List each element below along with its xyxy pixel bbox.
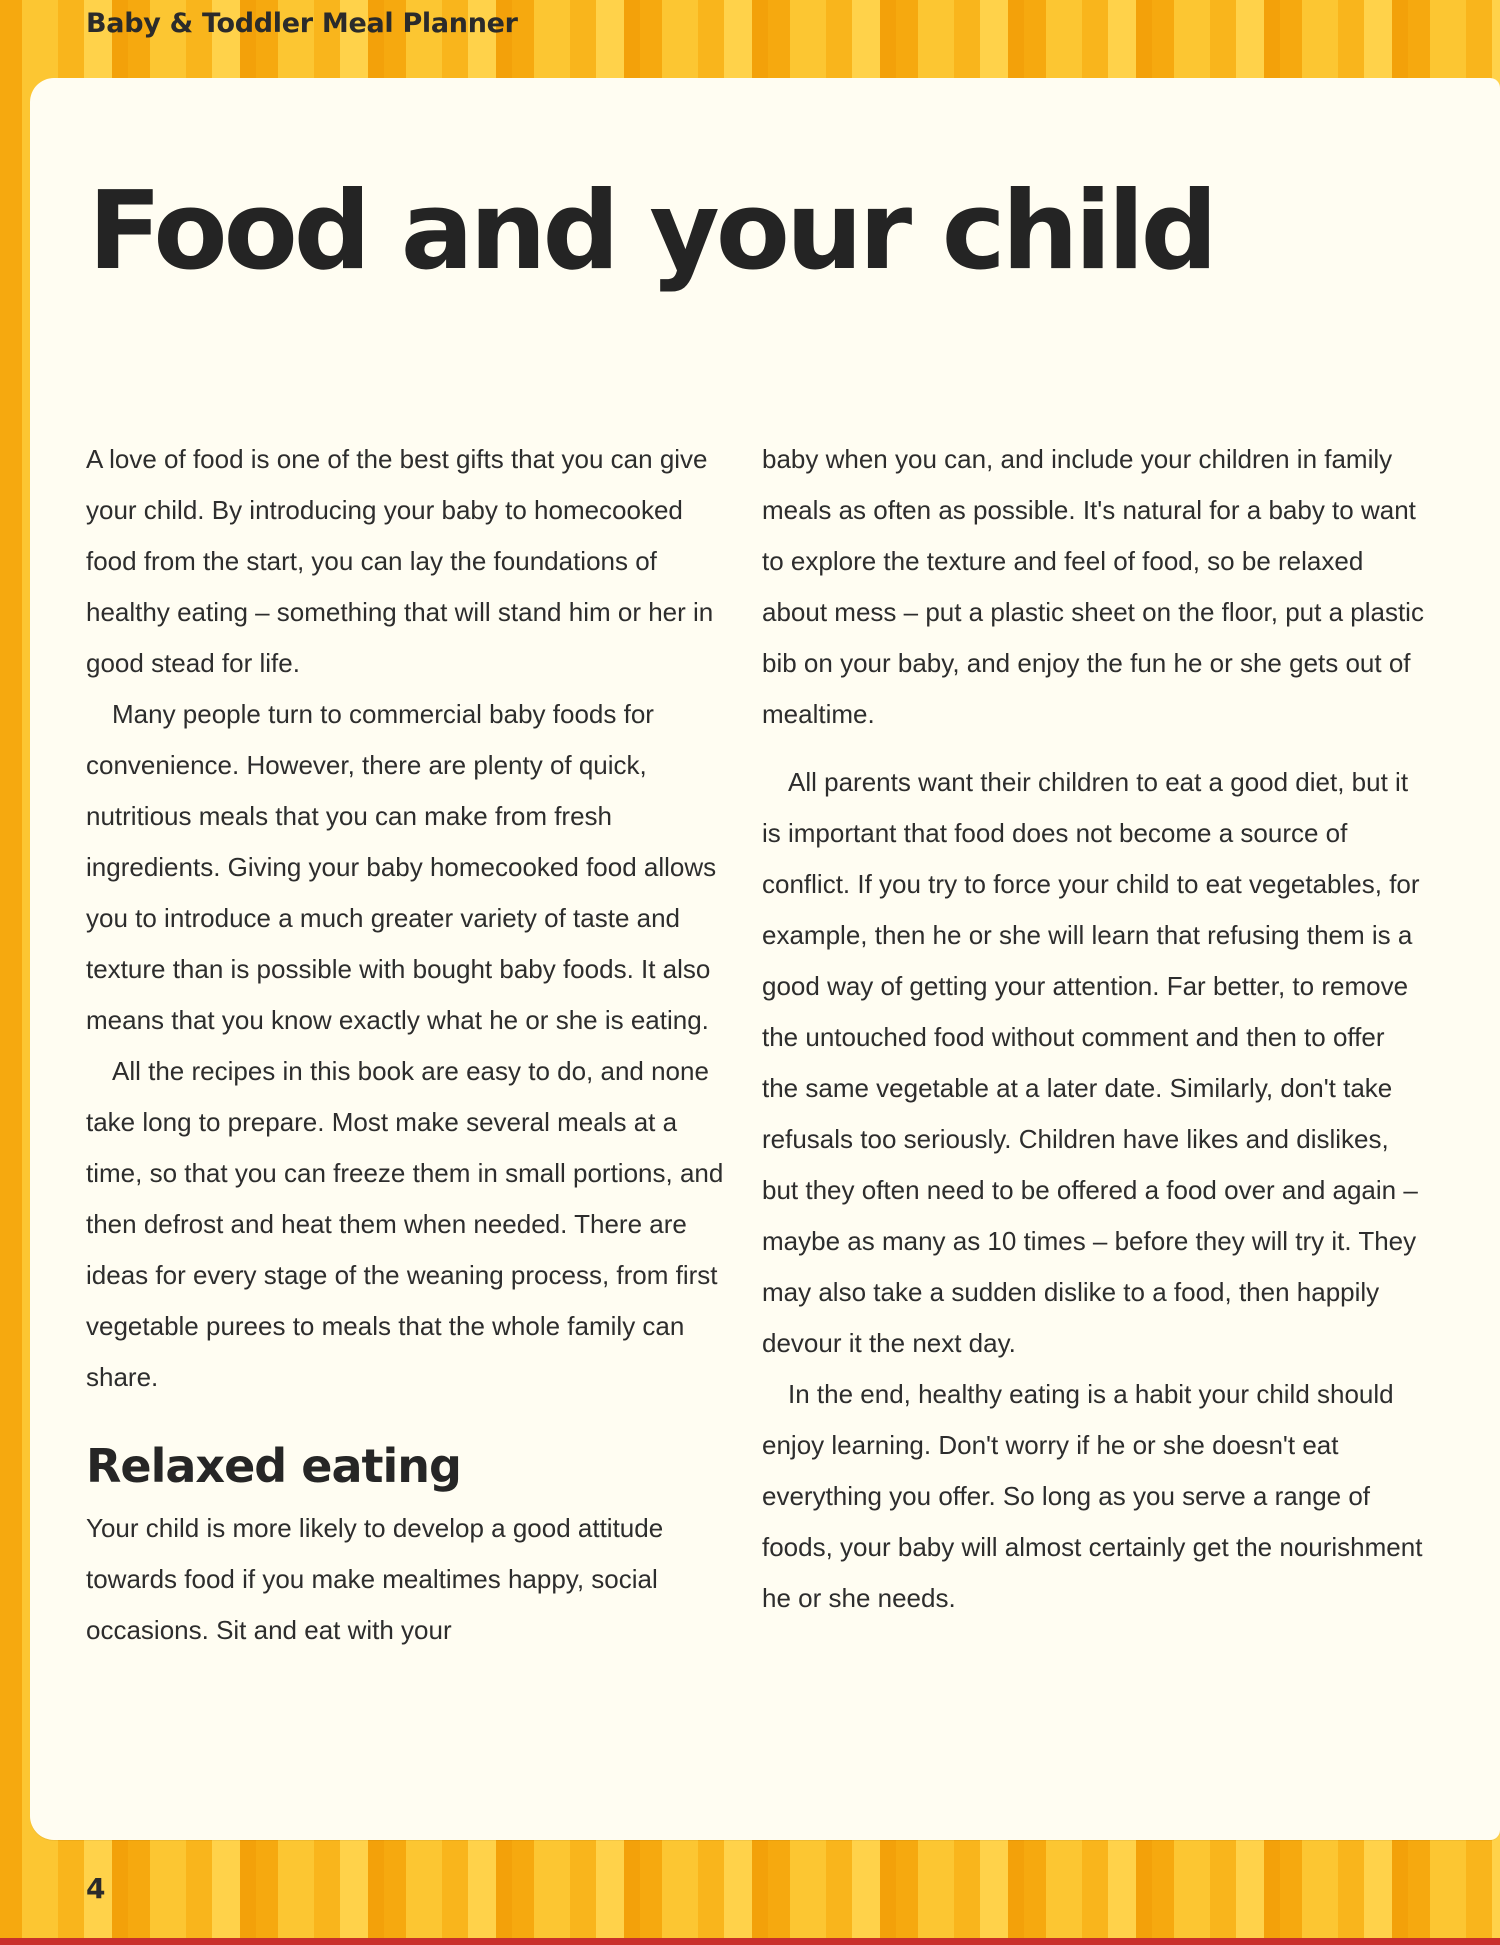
paragraph-relaxed-eating: Your child is more likely to develop a good attitude towards food if you make mealtimes happy, social occasions. Sit and eat with your	[86, 1513, 664, 1645]
right-column	[762, 434, 1424, 1624]
paragraph-recipes: All the recipes in this book are easy to do, and none take long to prepare. Most make several meals at a time, so that you can freeze them in small portions, and then defrost and heat them when needed. There are ideas for every stage of the weaning process, from first vegetable purees to meals that the whole family can share.	[86, 1056, 724, 1392]
paragraph-family-meals: baby when you can, and include your children in family meals as often as possible. It's natural for a baby to want to explore the texture and feel of food, so be relaxed about mess – put a plastic sheet on the floor, put a plastic bib on your baby, and enjoy the fun he or she gets out of mealtime.	[762, 444, 1424, 729]
header-title: Baby & Toddler Meal Planner	[86, 8, 518, 39]
paragraph-conflict: All parents want their children to eat a good diet, but it is important that food does not become a source of conflict. If you try to force your child to eat vegetables, for example, then he or she will learn that refusing them is a good way of getting your attention. Far better, to remove the untouched food without comment and then to offer the same vegetable at a later date. Similarly, don't take refusals too seriously. Children have likes and dislikes, but they often need to be offered a food over and again – maybe as many as 10 times – before they will try it. They may also take a sudden dislike to a food, then happily devour it the next day.	[762, 767, 1420, 1358]
page-title: Food and your child	[88, 169, 1214, 294]
page-number: 4	[86, 1872, 106, 1905]
paragraph-intro: A love of food is one of the best gifts that you can give your child. By introducing your baby to homecooked food from the start, you can lay the foundations of healthy eating – something that will stand him or her in good stead for life.	[86, 444, 714, 678]
paragraph-commercial-foods: Many people turn to commercial baby foods for convenience. However, there are plenty of quick, nutritious meals that you can make from fresh ingredients. Giving your baby homecooked food allows you to introduce a much greater variety of taste and texture than is possible with bought baby foods. It also means that you know exactly what he or she is eating.	[86, 699, 717, 1035]
section-heading-relaxed-eating: Relaxed eating	[86, 1439, 461, 1493]
left-column	[86, 434, 732, 1656]
paragraph-healthy-habit: In the end, healthy eating is a habit your child should enjoy learning. Don't worry if he or she doesn't eat everything you offer. So long as you serve a range of foods, your baby will almost certainly get the nourishment he or she needs.	[762, 1379, 1423, 1613]
bottom-strip	[0, 1938, 1500, 1945]
